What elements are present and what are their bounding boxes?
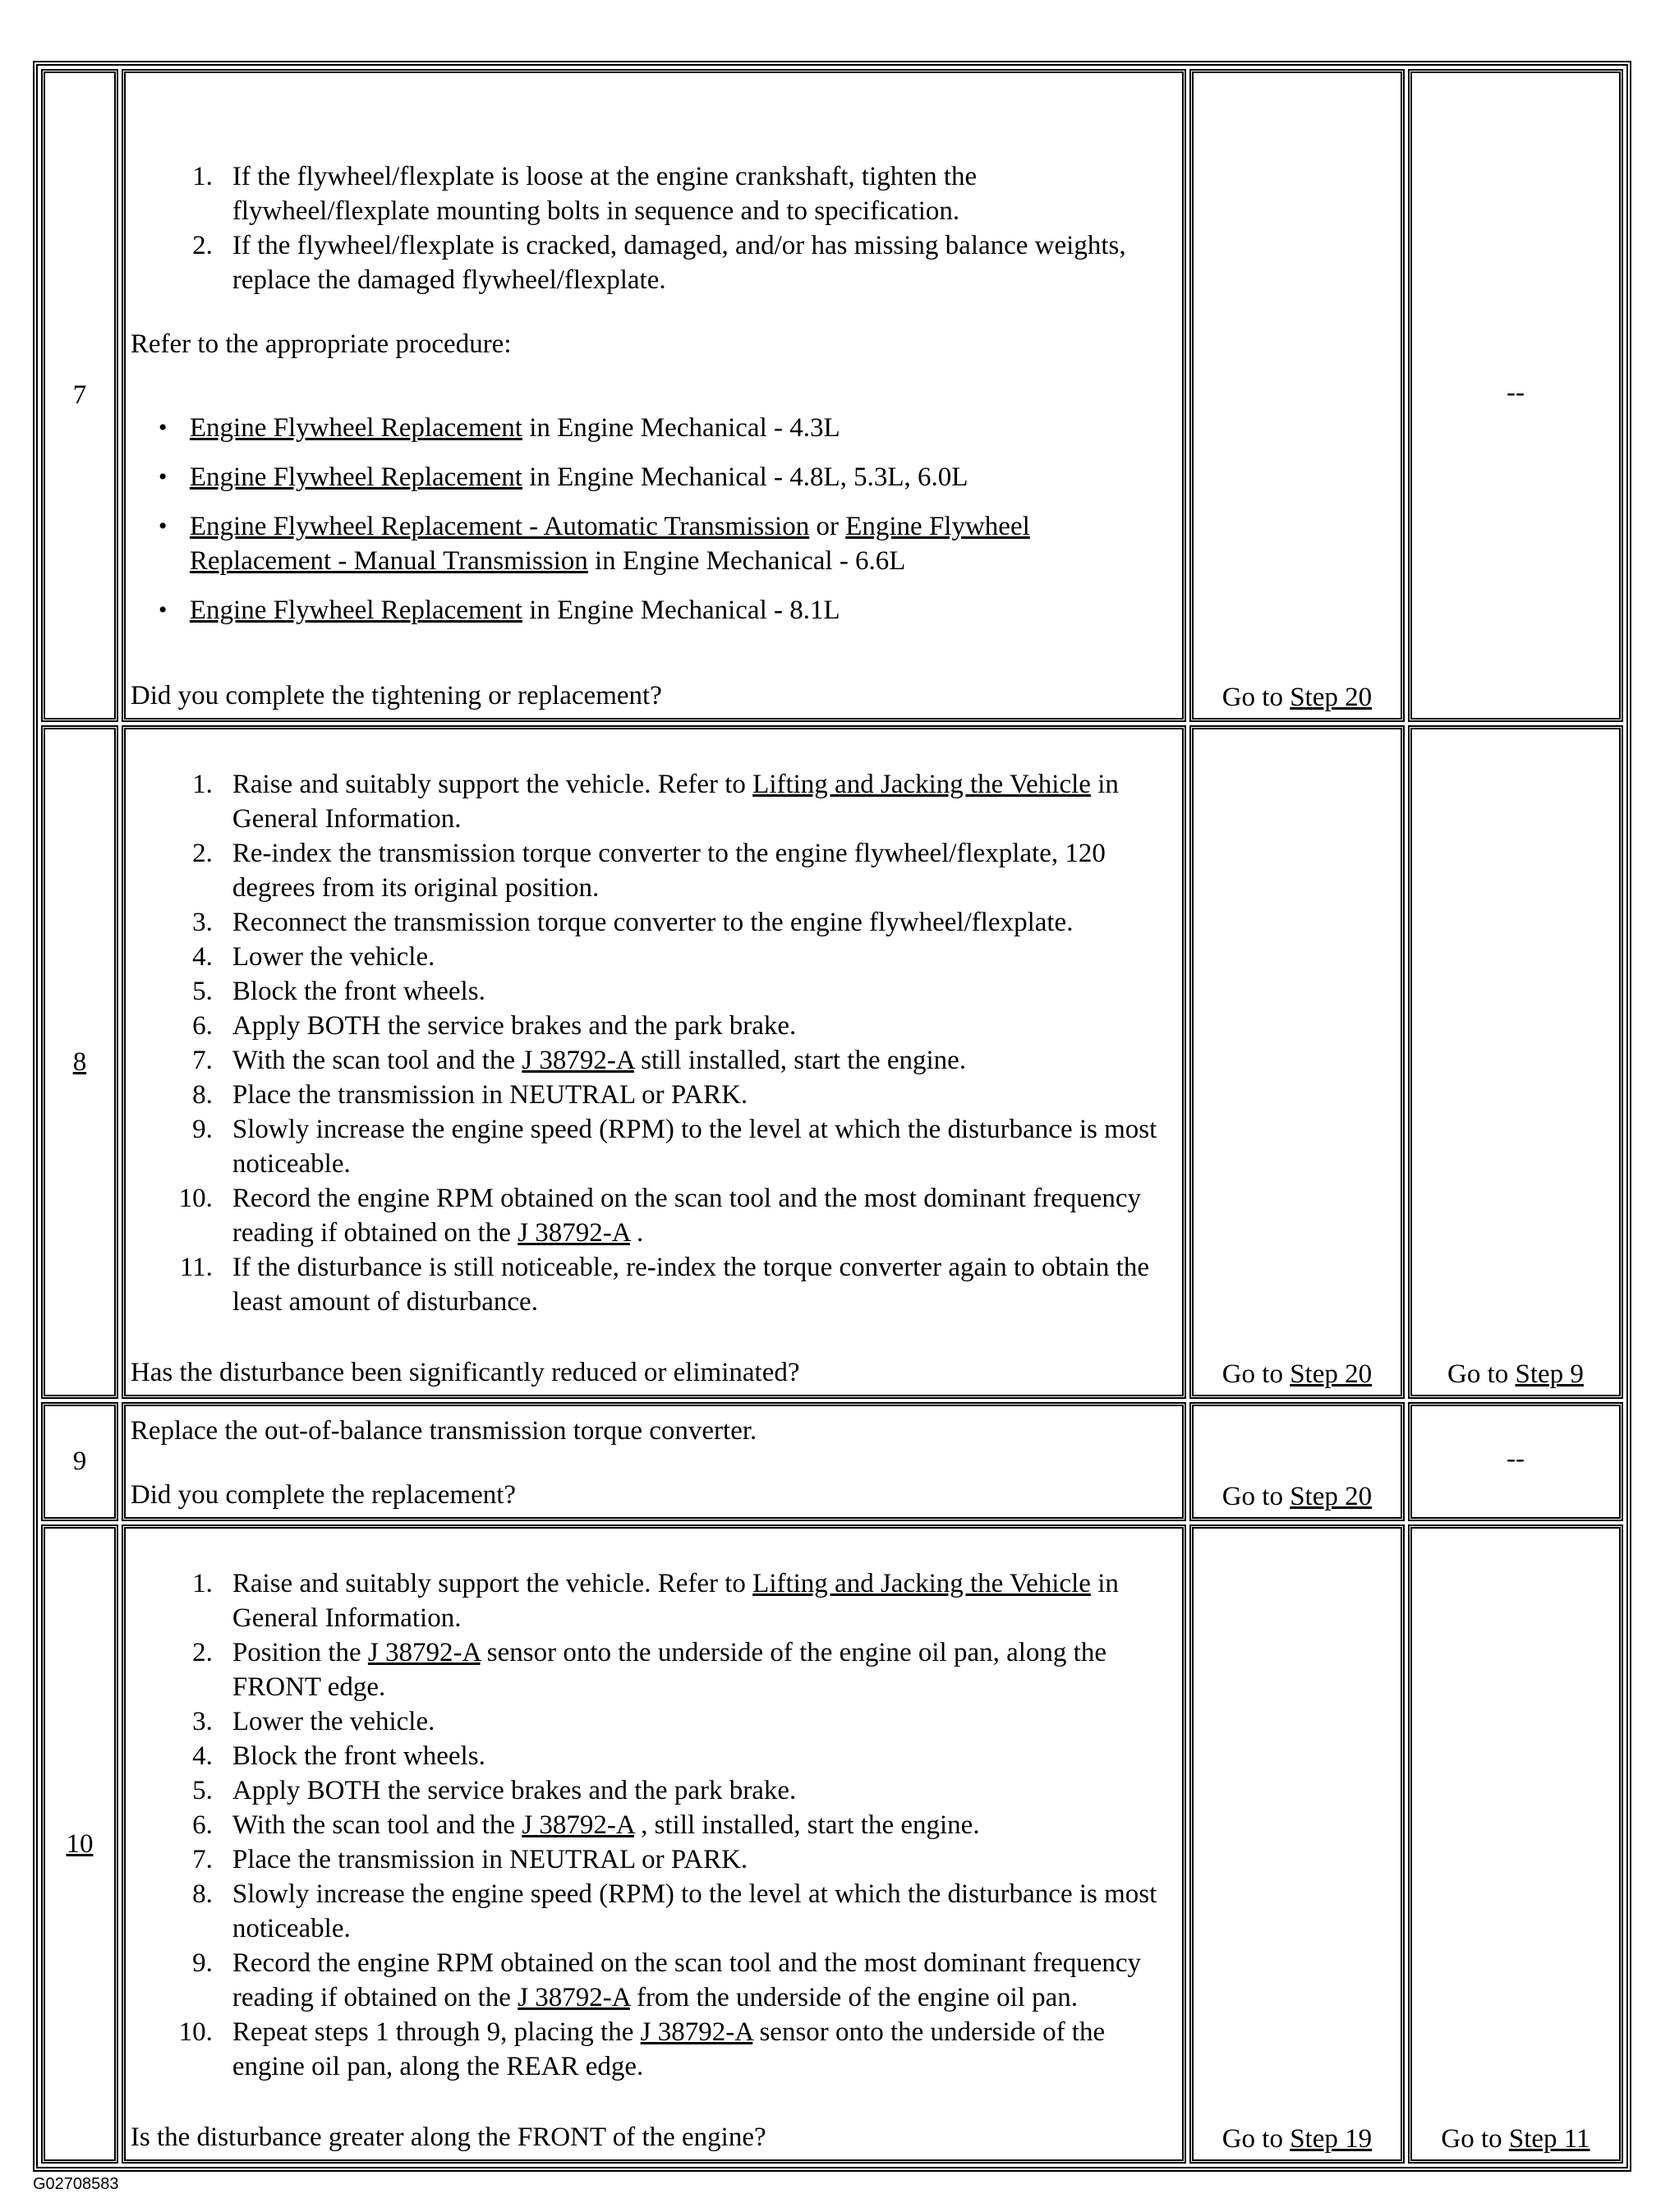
list-item: 6. With the scan tool and the J 38792-A , still installed, start the engine. [192, 1810, 980, 1840]
diagnostic-table [33, 61, 1631, 2172]
diagnostic-table-sheet [33, 61, 1631, 2172]
procedure-link[interactable]: Engine Flywheel Replacement [189, 413, 522, 443]
question-text: Has the disturbance been significantly reduced or eliminated? [130, 1358, 800, 1387]
action-cell [122, 69, 1186, 722]
list-item: 8. Place the transmission in NEUTRAL or PARK. [192, 1080, 748, 1110]
step-number: 7 [72, 380, 87, 410]
list-item: 4. Block the front wheels. [192, 1741, 485, 1771]
list-item: 4. Lower the vehicle. [192, 942, 435, 972]
reference-link[interactable]: Lifting and Jacking the Vehicle [752, 770, 1091, 799]
reference-link[interactable]: Lifting and Jacking the Vehicle [752, 1569, 1091, 1598]
action-list [131, 159, 1177, 297]
figure-id: G02708583 [33, 2175, 119, 2193]
step-number-link[interactable]: 10 [66, 1828, 94, 1859]
table-row [41, 1524, 1623, 2164]
step-number: 9 [72, 1446, 87, 1476]
yes-cell: Go to Step 20 [1189, 725, 1405, 1399]
step-number-cell [41, 725, 118, 1399]
list-item: 5. Apply BOTH the service brakes and the park brake. [192, 1776, 797, 1805]
list-item: 1. Raise and suitably support the vehicle. Refer to Lifting and Jacking the Vehicle in General Information. [192, 1569, 1119, 1633]
action-cell [122, 1402, 1186, 1521]
procedure-link[interactable]: Engine Flywheel Replacement [189, 596, 522, 625]
list-item: 10. Record the engine RPM obtained on the scan tool and the most dominant frequency reading if obtained on the J 38792-A . [178, 1184, 1142, 1248]
go-to-step-link[interactable]: Step 20 [1290, 683, 1373, 712]
step-number-link[interactable]: 8 [72, 1046, 87, 1077]
list-item: • Engine Flywheel Replacement in Engine Mechanical - 4.8L, 5.3L, 6.0L [131, 460, 1177, 494]
list-item: • Engine Flywheel Replacement in Engine Mechanical - 8.1L [131, 593, 1177, 628]
step-number-cell [41, 69, 118, 722]
list-item: 6. Apply BOTH the service brakes and the park brake. [192, 1011, 797, 1041]
go-to-step-link[interactable]: Step 20 [1290, 1482, 1373, 1511]
list-item: 8. Slowly increase the engine speed (RPM) to the level at which the disturbance is most noticeable. [192, 1879, 1157, 1943]
list-item: 7. Place the transmission in NEUTRAL or PARK. [192, 1845, 748, 1874]
tool-link[interactable]: J 38792-A [522, 1810, 634, 1840]
step-number-cell [41, 1402, 118, 1521]
no-value: -- [1506, 378, 1525, 407]
list-item: • Engine Flywheel Replacement in Engine Mechanical - 4.3L [131, 411, 1177, 445]
procedure-link[interactable]: Engine Flywheel Replacement - Automatic Transmission [189, 512, 810, 541]
tool-link[interactable]: J 38792-A [522, 1046, 634, 1075]
table-row [41, 69, 1623, 722]
list-item: 5. Block the front wheels. [192, 977, 485, 1006]
question-text: Is the disturbance greater along the FRONT of the engine? [130, 2122, 766, 2152]
go-to-step-link[interactable]: Step 20 [1290, 1359, 1373, 1389]
go-to-step-link[interactable]: Step 9 [1515, 1359, 1584, 1389]
list-item: 2. If the flywheel/flexplate is cracked, damaged, and/or has missing balance weights, replace the damaged flywheel/flexplate. [192, 231, 1126, 295]
go-to-step-link[interactable]: Step 11 [1508, 2124, 1590, 2154]
tool-link[interactable]: J 38792-A [367, 1638, 481, 1667]
table-row [41, 725, 1623, 1399]
no-cell: Go to Step 11 [1408, 1524, 1623, 2164]
yes-cell: Go to Step 19 [1189, 1524, 1405, 2164]
list-item: • Engine Flywheel Replacement - Automatic Transmission or Engine Flywheel Replacement - Manual Transmission in Engine Mechanical - 6.6L [131, 509, 1177, 578]
no-cell: Go to Step 9 [1408, 725, 1623, 1399]
list-item: 2. Position the J 38792-A sensor onto the underside of the engine oil pan, along the FRONT edge. [192, 1638, 1106, 1702]
procedure-list [131, 411, 1177, 628]
list-item: 9. Slowly increase the engine speed (RPM) to the level at which the disturbance is most noticeable. [192, 1115, 1157, 1179]
list-item: 3. Reconnect the transmission torque converter to the engine flywheel/flexplate. [192, 908, 1074, 937]
list-item: 7. With the scan tool and the J 38792-A still installed, start the engine. [192, 1046, 967, 1075]
tool-link[interactable]: J 38792-A [518, 1983, 630, 2012]
procedure-link[interactable]: Engine Flywheel Replacement [189, 462, 522, 492]
action-list [131, 1566, 1177, 2084]
action-list [131, 767, 1177, 1319]
go-to-step-link[interactable]: Step 19 [1290, 2124, 1373, 2154]
list-item: 11. If the disturbance is still noticeable, re-index the torque converter again to obtain the least amount of disturbance. [179, 1253, 1149, 1317]
refer-text: Refer to the appropriate procedure: [130, 329, 512, 359]
no-cell [1408, 69, 1623, 722]
tool-link[interactable]: J 38792-A [640, 2017, 753, 2047]
list-item: 1. Raise and suitably support the vehicle. Refer to Lifting and Jacking the Vehicle in General Information. [192, 770, 1119, 834]
procedure-link[interactable]: Engine Flywheel Replacement - Manual Transmission [189, 512, 1030, 576]
list-item: 10. Repeat steps 1 through 9, placing the J 38792-A sensor onto the underside of the engine oil pan, along the REAR edge. [178, 2017, 1106, 2081]
no-value: -- [1506, 1444, 1525, 1474]
table-row [41, 1402, 1623, 1521]
yes-cell: Go to Step 20 [1189, 69, 1405, 722]
tool-link[interactable]: J 38792-A [518, 1218, 630, 1248]
question-text: Did you complete the replacement? [130, 1480, 517, 1510]
list-item: 9. Record the engine RPM obtained on the scan tool and the most dominant frequency reading if obtained on the J 38792-A from the underside of the engine oil pan. [192, 1948, 1142, 2012]
step-number-cell [41, 1524, 118, 2164]
list-item: 1. If the flywheel/flexplate is loose at the engine crankshaft, tighten the flywheel/flexplate mounting bolts in sequence and to specification. [192, 162, 978, 226]
question-text: Did you complete the tightening or replacement? [130, 681, 662, 711]
action-cell [122, 1524, 1186, 2164]
list-item: 2. Re-index the transmission torque converter to the engine flywheel/flexplate, 120 degrees from its original position. [192, 839, 1106, 903]
yes-cell: Go to Step 20 [1189, 1402, 1405, 1521]
action-text: Replace the out-of-balance transmission torque converter. [130, 1416, 757, 1446]
list-item: 3. Lower the vehicle. [192, 1707, 435, 1736]
no-cell [1408, 1402, 1623, 1521]
action-cell [122, 725, 1186, 1399]
